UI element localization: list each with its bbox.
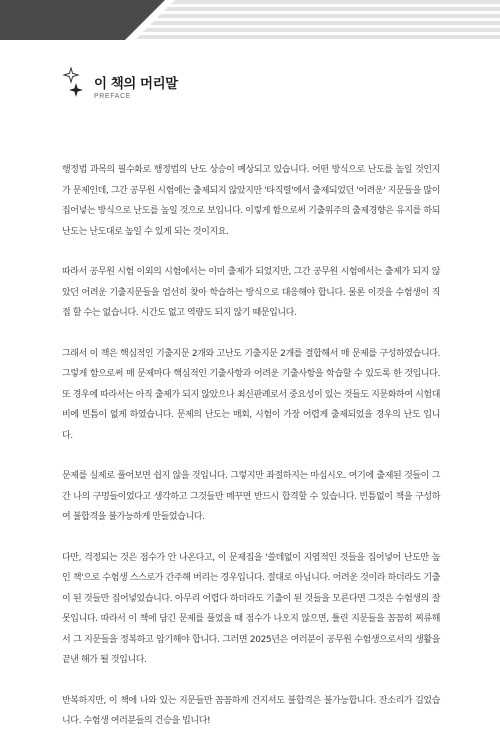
paragraph: 반복하지만, 이 책에 나와 있는 지문들만 꼼꼼하게 건지셔도 불합격은 불가능합니다. 잔소리가 길었습니다. 수험생 여러분들의 건승을 빕니다! bbox=[62, 695, 440, 726]
preface-header bbox=[62, 66, 178, 100]
header-corner-decoration bbox=[0, 0, 500, 40]
sparkle-icon bbox=[62, 66, 84, 98]
paragraph: 그래서 이 책은 핵심적인 기출지문 2개와 고난도 기출지문 2개를 결합해서 매 문제를 구성하였습니다. 그렇게 함으로써 매 문제마다 핵심적인 기출사항과 어려운 기출사항을 학습할 수 있도록 한 것입니다. 또 경우에 따라서는 아직 출제가 되지 않았으나 최신판례로서 중요성이 있는 것들도 지문화하여 시험대비에 빈틈이 없게 하였습니다. 문제의 난도는 매회, 시험이 가장 어렵게 출제되었을 경우의 난도 입니다. bbox=[62, 348, 440, 441]
paragraph: 문제를 실제로 풀어보면 쉽지 않을 것입니다. 그렇지만 좌절하지는 마십시오. 여기에 출제된 것들이 그간 나의 구멍들이었다고 생각하고 그것들만 메꾸면 반드시 합격할 수 있습니다. 빈틈없이 책을 구성하여 불합격을 불가능하게 만들었습니다. bbox=[62, 471, 440, 522]
paragraph: 행정법 과목의 필수화로 행정법의 난도 상승이 예상되고 있습니다. 어떤 방식으로 난도를 높일 것인지가 문제인데, 그간 공무원 시험에는 출제되지 않았지만 '타직렬'에서 출제되었던 '어려운' 지문들을 많이 집어넣는 방식으로 난도를 높일 것으로 보입니다. 이렇게 함으로써 기출위주의 출제경향은 유지를 하되 난도는 난도대로 높일 수 있게 되는 것이지요. bbox=[62, 165, 440, 237]
paragraph: 다만, 걱정되는 것은 점수가 안 나온다고, 이 문제집을 '쓸데없이 지엽적인 것들을 집어넣어 난도만 높인 책'으로 수험생 스스로가 간주해 버리는 경우입니다. 절대로 아닙니다. 어려운 것이라 하더라도 기출이 된 것들만 집어넣었습니다. 아무리 어렵다 하더라도 기출이 된 것들을 모른다면 그것은 수험생의 잘못입니다. 따라서 이 책에 담긴 문제를 풀었을 때 점수가 나오지 않으면, 틀린 지문들을 꼼꼼히 찌류해서 그 지문들을 정복하고 암기해야 합니다. 그러면 2025년은 여러분이 공무원 수험생으로서의 생활을 끝낸 해가 될 것입니다. bbox=[62, 552, 440, 665]
page-title: 이 책의 머리말 bbox=[94, 76, 178, 92]
page-subtitle: PREFACE bbox=[94, 93, 131, 100]
paragraph: 따라서 공무원 시험 이외의 시험에서는 이미 출제가 되었지만, 그간 공무원 시험에서는 출제가 되지 않았던 어려운 기출지문들을 엄선히 찾아 학습하는 방식으로 대응해야 합니다. 물론 이것을 수험생이 직접 할 수는 없습니다. 시간도 없고 역량도 되지 않기 때문입니다. bbox=[62, 267, 440, 318]
